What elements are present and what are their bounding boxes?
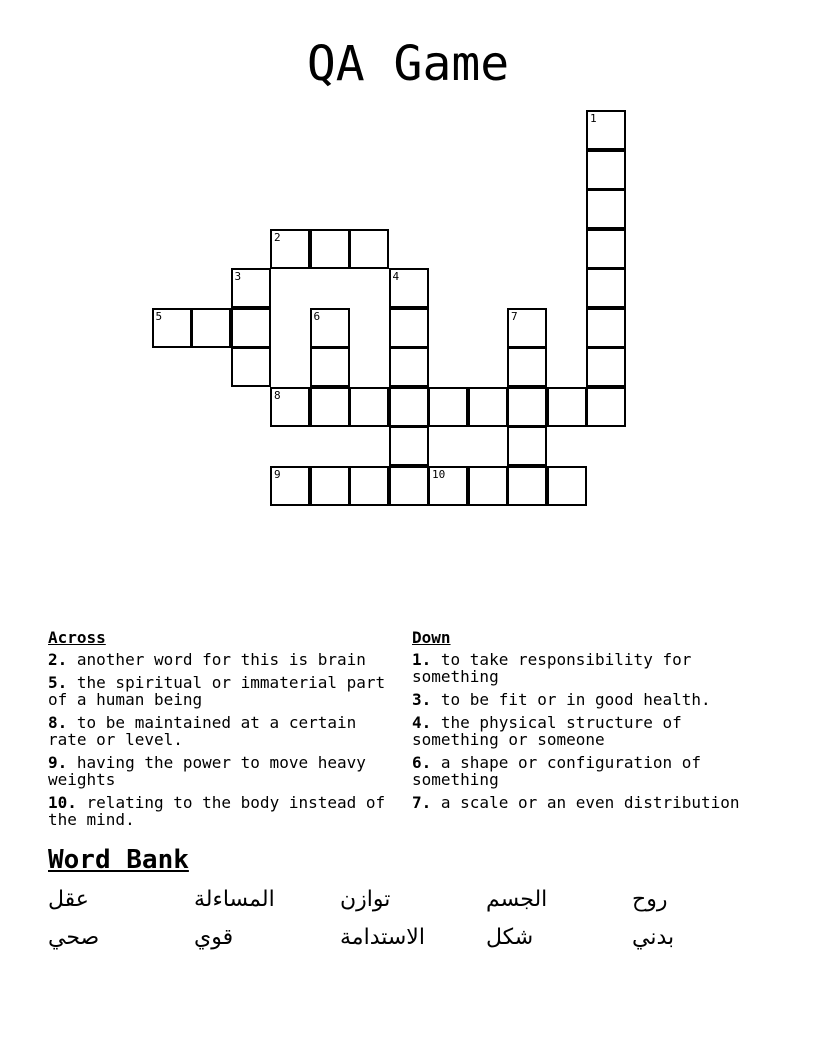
grid-cell[interactable]	[310, 229, 350, 269]
grid-cell[interactable]	[389, 308, 429, 348]
grid-cell[interactable]	[586, 229, 626, 269]
grid-cell[interactable]	[310, 466, 350, 506]
clue-text: to be fit or in good health.	[431, 690, 711, 709]
clue-number: 4.	[412, 713, 432, 732]
clue-number: 4	[392, 270, 400, 283]
clue-number: 3	[234, 270, 242, 283]
across-clue	[48, 651, 400, 668]
grid-cell[interactable]	[389, 268, 429, 308]
crossword-grid	[0, 0, 816, 520]
word-bank-title: Word Bank	[48, 845, 189, 875]
grid-cell[interactable]	[270, 387, 310, 427]
grid-cell[interactable]	[389, 387, 429, 427]
clue-text: to be maintained at a certain rate or level.	[48, 713, 357, 749]
grid-cell[interactable]	[152, 308, 192, 348]
clue-text: a shape or configuration of something	[412, 753, 701, 789]
grid-cell[interactable]	[349, 387, 389, 427]
grid-cell[interactable]	[270, 466, 310, 506]
clue-number: 1.	[412, 650, 432, 669]
word-bank-word: صحي	[48, 925, 100, 950]
down-clue	[412, 714, 764, 748]
word-bank-word: المساءلة	[194, 887, 275, 912]
clue-number: 10	[432, 467, 446, 481]
grid-cell[interactable]	[468, 466, 508, 506]
clue-text: to take responsibility for something	[412, 650, 692, 686]
across-heading: Across	[48, 628, 106, 647]
grid-cell[interactable]	[389, 426, 429, 466]
word-bank-word: قوي	[194, 925, 234, 950]
clue-number: 7.	[412, 793, 432, 812]
grid-cell[interactable]	[586, 347, 626, 387]
across-clue	[48, 674, 400, 708]
clue-number: 8.	[48, 713, 68, 732]
clue-number: 7	[511, 309, 518, 323]
grid-cell[interactable]	[389, 347, 429, 387]
clue-number: 3.	[412, 690, 432, 709]
grid-cell[interactable]	[468, 387, 508, 427]
grid-cell[interactable]	[586, 268, 626, 308]
down-clues	[412, 629, 764, 817]
grid-cell[interactable]	[507, 308, 547, 348]
grid-cell[interactable]	[310, 308, 350, 348]
down-clue	[412, 691, 764, 708]
grid-cell[interactable]	[507, 387, 547, 427]
grid-cell[interactable]	[191, 308, 231, 348]
clue-number: 10.	[48, 793, 77, 812]
clue-text: having the power to move heavy weights	[48, 753, 366, 789]
clue-text: the physical structure of something or someone	[412, 713, 682, 749]
grid-cell[interactable]	[428, 387, 468, 427]
grid-cell[interactable]	[231, 268, 271, 308]
down-heading: Down	[412, 628, 451, 647]
across-clue	[48, 714, 400, 748]
grid-cell[interactable]	[507, 426, 547, 466]
word-bank-word: الاستدامة	[340, 925, 425, 950]
word-bank-word: شكل	[486, 925, 534, 950]
across-clue	[48, 794, 400, 828]
clue-number: 9	[274, 467, 281, 481]
clue-number: 1	[590, 112, 597, 125]
clue-number: 8	[274, 388, 281, 402]
grid-cell[interactable]	[586, 387, 626, 427]
grid-cell[interactable]	[507, 347, 547, 387]
down-clue	[412, 651, 764, 685]
clue-text: a scale or an even distribution	[431, 793, 740, 812]
word-bank-word: توازن	[340, 887, 391, 912]
grid-cell[interactable]	[270, 229, 310, 269]
word-bank-word: روح	[632, 887, 668, 912]
clue-number: 6	[313, 309, 321, 323]
grid-cell[interactable]	[507, 466, 547, 506]
clue-number: 5.	[48, 673, 68, 692]
grid-cell[interactable]	[586, 110, 626, 150]
across-clue	[48, 754, 400, 788]
across-clues	[48, 629, 400, 834]
down-clue	[412, 794, 764, 811]
clue-text: relating to the body instead of the mind.	[48, 793, 386, 829]
grid-cell[interactable]	[428, 466, 468, 506]
down-clue	[412, 754, 764, 788]
clue-number: 9.	[48, 753, 68, 772]
grid-cell[interactable]	[349, 466, 389, 506]
grid-cell[interactable]	[389, 466, 429, 506]
grid-cell[interactable]	[310, 387, 350, 427]
grid-cell[interactable]	[586, 150, 626, 190]
clue-number: 2	[274, 230, 281, 244]
grid-cell[interactable]	[349, 229, 389, 269]
grid-cell[interactable]	[547, 387, 587, 427]
grid-cell[interactable]	[310, 347, 350, 387]
puzzle-title: QA Game	[306, 36, 510, 92]
clue-number: 5	[155, 309, 163, 323]
word-bank-word: بدني	[632, 925, 675, 950]
grid-cell[interactable]	[547, 466, 587, 506]
word-bank-word: عقل	[48, 887, 89, 912]
word-bank-word: الجسم	[486, 887, 548, 912]
grid-cell[interactable]	[231, 347, 271, 387]
grid-cell[interactable]	[231, 308, 271, 348]
grid-cell[interactable]	[586, 189, 626, 229]
clue-number: 6.	[412, 753, 432, 772]
clue-text: the spiritual or immaterial part of a human being	[48, 673, 386, 709]
grid-cell[interactable]	[586, 308, 626, 348]
clue-number: 2.	[48, 650, 68, 669]
clue-text: another word for this is brain	[67, 650, 366, 669]
